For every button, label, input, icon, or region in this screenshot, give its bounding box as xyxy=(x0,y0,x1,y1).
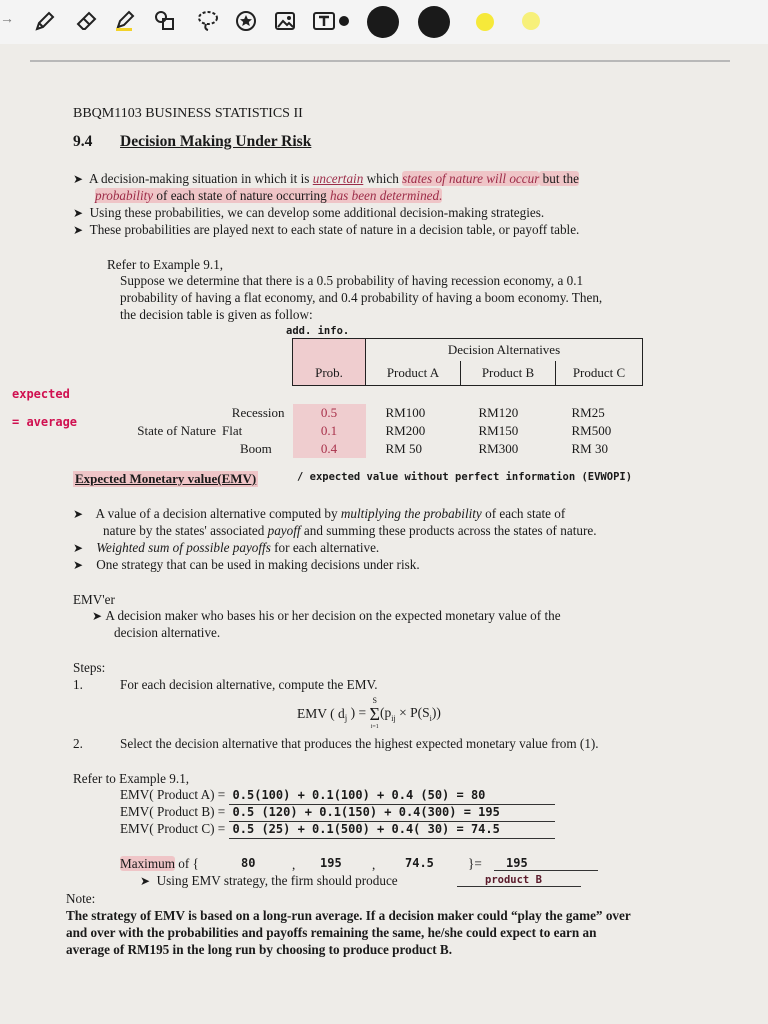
payoff-b-flat: RM150 xyxy=(478,422,519,438)
payoff-c-flat: RM500 xyxy=(571,422,612,438)
max-value-b: 195 xyxy=(320,856,342,870)
emv-a-value: 0.5(100) + 0.1(100) + 0.4 (50) = 80 xyxy=(229,787,555,805)
note-line-1: The strategy of EMV is based on a long-run average. If a decision maker could “play the game” over xyxy=(66,908,631,923)
arrow-bullet-icon: ➤ xyxy=(73,223,84,237)
large-black-dot-icon[interactable] xyxy=(418,6,450,38)
header-product-c: Product C xyxy=(556,361,643,386)
header-product-b: Product B xyxy=(461,361,556,386)
payoff-c-boom: RM 30 xyxy=(571,440,608,456)
document-page xyxy=(0,62,768,1024)
margin-note-expected: expected xyxy=(12,387,70,401)
emv-row-b: EMV( Product B) = 0.5 (120) + 0.1(150) + 0.4(300) = 195 xyxy=(120,803,555,822)
example-line-2: probability of having a flat economy, and 0.4 probability of having a boom economy. Then, xyxy=(120,290,603,305)
handwritten-emv-note: / expected value without perfect information (EVWOPI) xyxy=(297,471,633,483)
margin-note-average: = average xyxy=(12,415,78,429)
eraser-icon[interactable] xyxy=(72,6,102,36)
conclusion-answer: product B xyxy=(457,874,581,887)
prob-flat: 0.1 xyxy=(293,422,366,440)
payoff-b-recession: RM120 xyxy=(478,404,519,420)
refer-example-2: Refer to Example 9.1, xyxy=(73,771,190,786)
bullet-2: ➤ Using these probabilities, we can develop some additional decision-making strategies. xyxy=(73,205,545,220)
annotation-toolbar xyxy=(0,0,768,44)
emv-row-a: EMV( Product A) = 0.5(100) + 0.1(100) + 0.4 (50) = 80 xyxy=(120,786,555,805)
course-title: BBQM1103 BUSINESS STATISTICS II xyxy=(73,106,303,121)
medium-black-dot-icon[interactable] xyxy=(367,6,399,38)
emv-point-2: ➤ Weighted sum of possible payoffs for each alternative. xyxy=(73,540,380,555)
header-decision-alternatives: Decision Alternatives xyxy=(366,339,643,361)
shapes-icon[interactable] xyxy=(150,6,180,36)
state-flat: Flat xyxy=(222,422,243,438)
arrow-bullet-icon: ➤ xyxy=(73,558,84,572)
arrow-bullet-icon: ➤ xyxy=(73,206,84,220)
emv-point-1-cont: nature by the states' associated payoff and summing these products across the states of nature. xyxy=(103,523,597,538)
refer-example-1: Refer to Example 9.1, xyxy=(107,257,224,272)
arrow-bullet-icon: ➤ xyxy=(73,541,84,555)
emv-formula: EMV ( $d_j$ ) = S Σ i=1 $(p_{ij} \times P(S_i))$ xyxy=(297,696,441,730)
emver-line-2: decision alternative. xyxy=(114,625,221,640)
arrow-bullet-icon: ➤ xyxy=(92,609,103,623)
example-line-1: Suppose we determine that there is a 0.5 probability of having recession economy, a 0.1 xyxy=(120,273,584,288)
max-close: }= xyxy=(468,856,482,871)
note-title: Note: xyxy=(66,891,96,906)
state-recession: Recession xyxy=(231,404,285,420)
arrow-bullet-icon: ➤ xyxy=(73,507,84,521)
emv-heading: Expected Monetary value(EMV) xyxy=(75,471,257,486)
image-icon[interactable] xyxy=(270,6,300,36)
yellow-dot-icon[interactable] xyxy=(476,13,494,31)
steps-title: Steps: xyxy=(73,660,106,675)
max-value-a: 80 xyxy=(241,856,256,870)
conclusion-line: ➤ Using EMV strategy, the firm should produce xyxy=(140,873,398,888)
section-number: 9.4 xyxy=(73,133,93,150)
max-value-c: 74.5 xyxy=(405,856,434,870)
payoff-a-flat: RM200 xyxy=(385,422,426,438)
step-1-text: For each decision alternative, compute the EMV. xyxy=(120,677,378,692)
bullet-3: ➤ These probabilities are played next to each state of nature in a decision table, or payoff table. xyxy=(73,222,580,237)
payoff-b-boom: RM300 xyxy=(478,440,519,456)
emver-title: EMV'er xyxy=(73,592,115,607)
maximum-label: Maximum xyxy=(120,856,175,871)
max-sep-2: , xyxy=(372,857,376,872)
max-sep-1: , xyxy=(292,857,296,872)
payoff-a-recession: RM100 xyxy=(385,404,426,420)
emv-point-1: ➤ A value of a decision alternative computed by multiplying the probability of each state of xyxy=(73,506,566,521)
pen-icon[interactable] xyxy=(30,6,60,36)
payoff-a-boom: RM 50 xyxy=(385,440,422,456)
note-line-2: and over with the probabilities and payoffs remaining the same, he/she could expect to earn an xyxy=(66,925,597,940)
bullet-1-cont: probability of each state of nature occurring has been determined. xyxy=(95,188,443,203)
max-result: 195 xyxy=(494,856,598,871)
step-2-text: Select the decision alternative that produces the highest expected monetary value from (1). xyxy=(120,736,599,751)
emv-c-value: 0.5 (25) + 0.1(500) + 0.4( 30) = 74.5 xyxy=(229,821,555,839)
small-black-dot-icon[interactable] xyxy=(339,16,349,26)
section-title: Decision Making Under Risk xyxy=(120,133,312,150)
decision-table xyxy=(100,338,643,458)
handwritten-add-info: add. info. xyxy=(286,325,350,337)
text-icon[interactable] xyxy=(309,6,339,36)
lasso-icon[interactable] xyxy=(193,6,223,36)
example-line-3: the decision table is given as follow: xyxy=(120,307,313,322)
state-boom: Boom xyxy=(240,440,272,456)
bullet-1: ➤ A decision-making situation in which it is uncertain which states of nature will occur but the xyxy=(73,171,579,186)
back-arrow-icon[interactable]: → xyxy=(0,12,14,27)
note-line-3: average of RM195 in the long run by choosing to produce product B. xyxy=(66,942,452,957)
emv-b-value: 0.5 (120) + 0.1(150) + 0.4(300) = 195 xyxy=(229,804,555,822)
arrow-bullet-icon: ➤ xyxy=(140,874,151,888)
payoff-c-recession: RM25 xyxy=(571,404,605,420)
prob-recession: 0.5 xyxy=(293,404,366,422)
highlighter-icon[interactable] xyxy=(110,6,140,36)
header-prob: Prob. xyxy=(293,361,366,386)
state-of-nature-label: State of Nature xyxy=(137,422,216,438)
emv-point-3: ➤ One strategy that can be used in making decisions under risk. xyxy=(73,557,420,572)
prob-boom: 0.4 xyxy=(293,440,366,458)
sticker-icon[interactable] xyxy=(231,6,261,36)
step-2-number: 2. xyxy=(73,736,83,751)
header-product-a: Product A xyxy=(366,361,461,386)
emver-line-1: ➤ A decision maker who bases his or her decision on the expected monetary value of the xyxy=(92,608,561,623)
step-1-number: 1. xyxy=(73,677,83,692)
pale-yellow-dot-icon[interactable] xyxy=(522,12,540,30)
arrow-bullet-icon: ➤ xyxy=(73,172,84,186)
maximum-line: Maximum of { xyxy=(120,856,199,871)
emv-row-c: EMV( Product C) = 0.5 (25) + 0.1(500) + 0.4( 30) = 74.5 xyxy=(120,820,555,839)
